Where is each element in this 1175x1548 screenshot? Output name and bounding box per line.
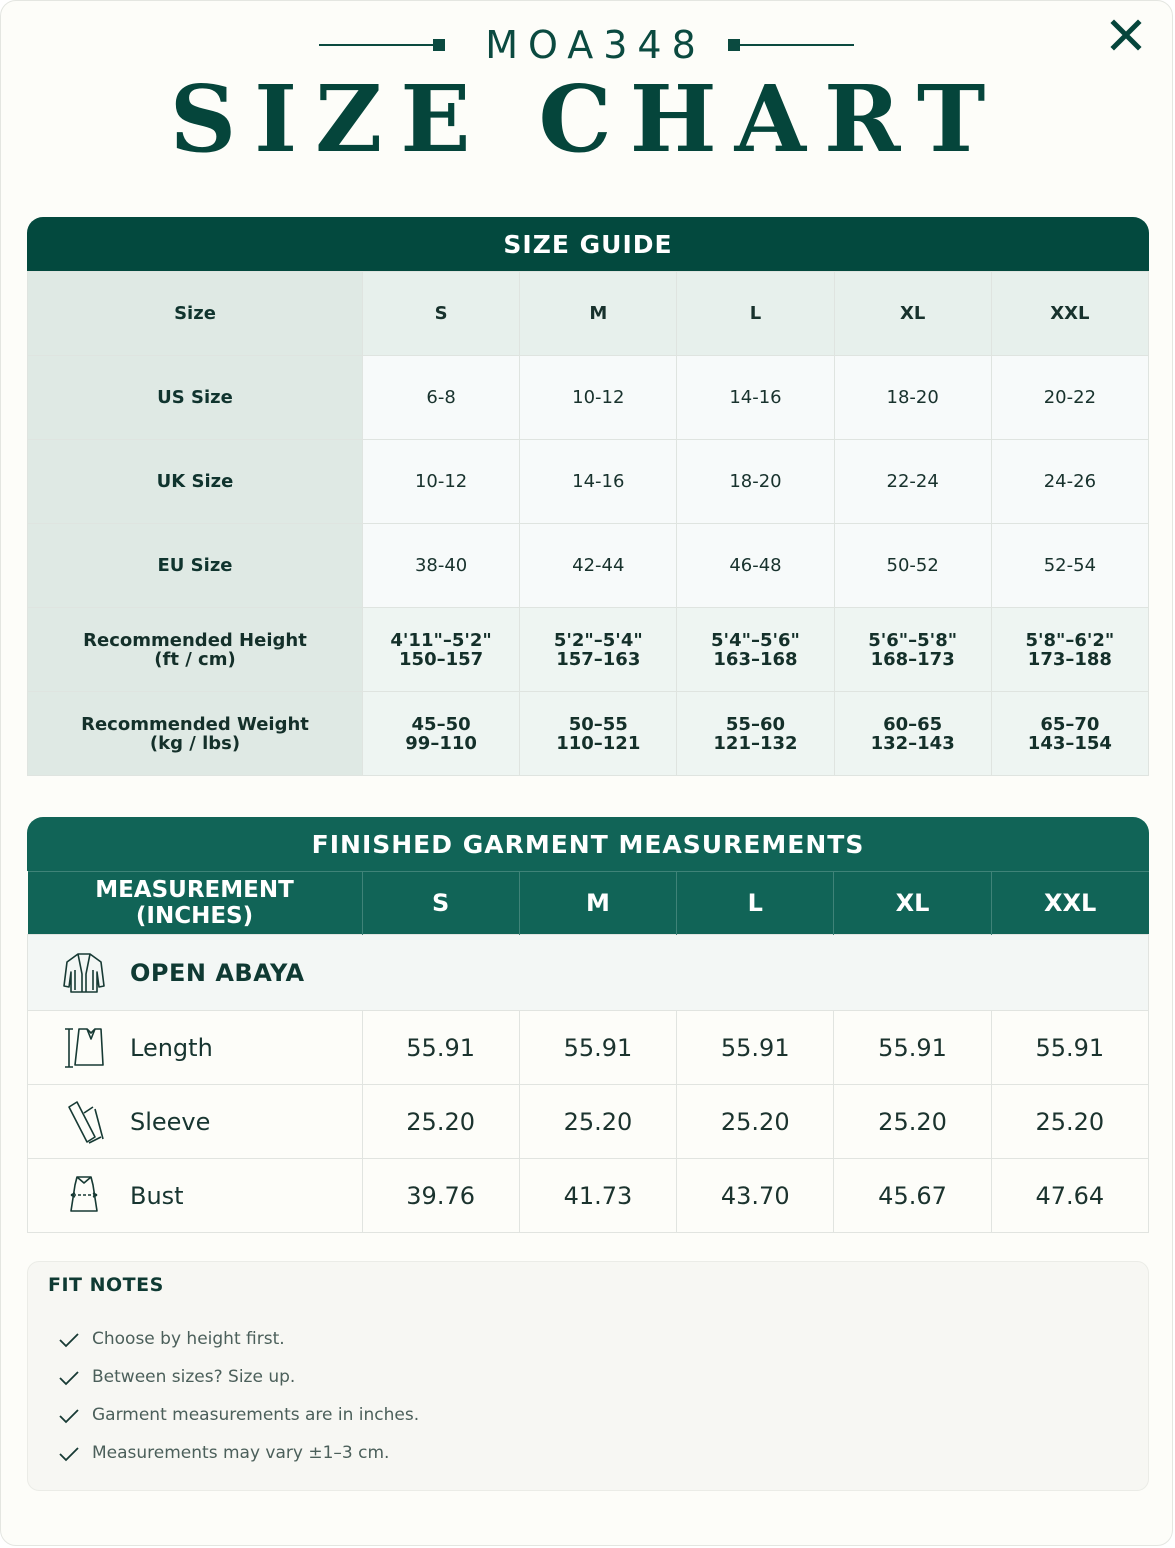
table-cell bbox=[834, 692, 991, 776]
table-cell: 14-16 bbox=[677, 356, 834, 440]
row-label-line: Recommended Weight bbox=[81, 713, 309, 735]
size-header-cell: M bbox=[520, 272, 677, 356]
measurement-value: 25.20 bbox=[991, 1085, 1148, 1159]
table-row bbox=[28, 524, 1149, 608]
size-header-cell: XXL bbox=[991, 872, 1148, 935]
page-title: SIZE CHART bbox=[169, 65, 1004, 173]
table-cell: 6-8 bbox=[363, 356, 520, 440]
size-guide-section bbox=[27, 217, 1149, 776]
row-label-unit: (ft / cm) bbox=[154, 648, 236, 670]
check-icon bbox=[56, 1326, 82, 1352]
table-cell: 20-22 bbox=[991, 356, 1148, 440]
table-cell bbox=[363, 608, 520, 692]
fit-note-text: Choose by height first. bbox=[92, 1329, 285, 1349]
table-cell: 18-20 bbox=[677, 440, 834, 524]
weight-lbs: 121–132 bbox=[713, 732, 798, 754]
ornament-line-right bbox=[740, 44, 854, 46]
measurement-value: 55.91 bbox=[519, 1011, 676, 1085]
group-cell bbox=[28, 935, 1149, 1011]
measurement-label-cell bbox=[28, 1159, 363, 1233]
height-ft: 5'8"–6'2" bbox=[1025, 629, 1115, 651]
row-label bbox=[28, 608, 363, 692]
row-label: EU Size bbox=[28, 524, 363, 608]
sleeve-icon bbox=[60, 1098, 108, 1146]
measurement-header bbox=[28, 872, 363, 935]
check-icon bbox=[56, 1440, 82, 1466]
table-cell bbox=[520, 608, 677, 692]
group-row bbox=[28, 935, 1149, 1011]
list-item bbox=[56, 1320, 419, 1358]
measurement-value: 41.73 bbox=[519, 1159, 676, 1233]
check-icon bbox=[56, 1402, 82, 1428]
table-cell bbox=[677, 692, 834, 776]
weight-kg: 50–55 bbox=[568, 713, 628, 735]
table-cell: 18-20 bbox=[834, 356, 991, 440]
table-row bbox=[28, 692, 1149, 776]
weight-kg: 60–65 bbox=[883, 713, 943, 735]
measurement-value: 25.20 bbox=[677, 1085, 834, 1159]
measurement-label-cell bbox=[28, 1011, 363, 1085]
table-cell: 10-12 bbox=[520, 356, 677, 440]
measurement-value: 55.91 bbox=[991, 1011, 1148, 1085]
measurement-header-line: MEASUREMENT bbox=[95, 877, 294, 903]
size-header-cell: L bbox=[677, 272, 834, 356]
measurement-label: Sleeve bbox=[130, 1107, 211, 1136]
height-ft: 5'6"–5'8" bbox=[868, 629, 958, 651]
measurement-value: 55.91 bbox=[362, 1011, 519, 1085]
table-cell bbox=[677, 608, 834, 692]
row-label-line: Recommended Height bbox=[83, 629, 307, 651]
size-header-cell: XL bbox=[834, 272, 991, 356]
list-item bbox=[56, 1434, 419, 1472]
size-header-cell: S bbox=[363, 272, 520, 356]
table-cell: 52-54 bbox=[991, 524, 1148, 608]
height-ft: 4'11"–5'2" bbox=[390, 629, 492, 651]
size-header-cell: L bbox=[677, 872, 834, 935]
table-row bbox=[28, 1159, 1149, 1233]
row-label: US Size bbox=[28, 356, 363, 440]
table-row bbox=[28, 1011, 1149, 1085]
weight-kg: 45–50 bbox=[411, 713, 471, 735]
table-cell bbox=[363, 692, 520, 776]
brand-header bbox=[1, 23, 1172, 67]
table-cell: 22-24 bbox=[834, 440, 991, 524]
height-cm: 150–157 bbox=[399, 648, 484, 670]
table-cell: 50-52 bbox=[834, 524, 991, 608]
fit-notes-title: FIT NOTES bbox=[48, 1274, 164, 1296]
height-ft: 5'4"–5'6" bbox=[711, 629, 800, 651]
measurement-value: 55.91 bbox=[834, 1011, 991, 1085]
height-cm: 163–168 bbox=[713, 648, 798, 670]
weight-lbs: 143–154 bbox=[1027, 732, 1112, 754]
size-header-cell: XL bbox=[834, 872, 991, 935]
table-cell: 14-16 bbox=[520, 440, 677, 524]
check-icon bbox=[56, 1364, 82, 1390]
table-header-row bbox=[28, 272, 1149, 356]
measurement-value: 25.20 bbox=[362, 1085, 519, 1159]
table-cell bbox=[991, 692, 1148, 776]
height-ft: 5'2"–5'4" bbox=[553, 629, 643, 651]
weight-lbs: 132–143 bbox=[870, 732, 955, 754]
table-cell bbox=[520, 692, 677, 776]
size-guide-table bbox=[27, 271, 1149, 776]
size-header-cell: M bbox=[519, 872, 676, 935]
measurement-label: Bust bbox=[130, 1181, 184, 1210]
ornament-line-left bbox=[319, 44, 433, 46]
row-label-unit: (kg / lbs) bbox=[149, 732, 241, 754]
measurement-value: 39.76 bbox=[362, 1159, 519, 1233]
measurement-value: 25.20 bbox=[834, 1085, 991, 1159]
group-label: OPEN ABAYA bbox=[130, 958, 305, 987]
table-row bbox=[28, 440, 1149, 524]
height-cm: 168–173 bbox=[870, 648, 955, 670]
fit-note-text: Garment measurements are in inches. bbox=[92, 1405, 420, 1425]
measurement-label-cell bbox=[28, 1085, 363, 1159]
brand-name: MOA348 bbox=[485, 23, 706, 67]
fit-note-text: Between sizes? Size up. bbox=[92, 1367, 296, 1387]
size-header-cell: XXL bbox=[991, 272, 1148, 356]
ornament-square-right bbox=[728, 39, 740, 51]
list-item bbox=[56, 1396, 419, 1434]
row-label: Size bbox=[28, 272, 363, 356]
measurements-heading: FINISHED GARMENT MEASUREMENTS bbox=[27, 817, 1149, 871]
table-cell bbox=[834, 608, 991, 692]
list-item bbox=[56, 1358, 419, 1396]
abaya-icon bbox=[60, 949, 108, 997]
measurements-table bbox=[27, 871, 1149, 1233]
row-label: UK Size bbox=[28, 440, 363, 524]
measurement-label: Length bbox=[130, 1033, 213, 1062]
measurement-value: 45.67 bbox=[834, 1159, 991, 1233]
row-label bbox=[28, 692, 363, 776]
measurement-value: 43.70 bbox=[677, 1159, 834, 1233]
garment-measurements-section bbox=[27, 817, 1149, 1233]
measurement-value: 55.91 bbox=[677, 1011, 834, 1085]
table-cell: 38-40 bbox=[363, 524, 520, 608]
table-row bbox=[28, 1085, 1149, 1159]
table-cell: 24-26 bbox=[991, 440, 1148, 524]
size-guide-heading: SIZE GUIDE bbox=[27, 217, 1149, 271]
measurement-value: 47.64 bbox=[991, 1159, 1148, 1233]
table-cell bbox=[991, 608, 1148, 692]
weight-lbs: 110–121 bbox=[556, 732, 641, 754]
measurement-value: 25.20 bbox=[519, 1085, 676, 1159]
height-cm: 157–163 bbox=[556, 648, 641, 670]
fit-notes-panel bbox=[27, 1261, 1149, 1491]
bust-icon bbox=[60, 1172, 108, 1220]
table-row bbox=[28, 608, 1149, 692]
ornament-square-left bbox=[433, 39, 445, 51]
weight-kg: 55–60 bbox=[725, 713, 786, 735]
fit-notes-list bbox=[56, 1320, 419, 1472]
table-header-row bbox=[28, 872, 1149, 935]
fit-note-text: Measurements may vary ±1–3 cm. bbox=[92, 1443, 390, 1463]
length-icon bbox=[60, 1024, 108, 1072]
weight-kg: 65–70 bbox=[1040, 713, 1100, 735]
table-cell: 46-48 bbox=[677, 524, 834, 608]
table-cell: 10-12 bbox=[363, 440, 520, 524]
size-header-cell: S bbox=[362, 872, 519, 935]
height-cm: 173–188 bbox=[1027, 648, 1112, 670]
weight-lbs: 99–110 bbox=[405, 732, 477, 754]
measurement-header-unit: (INCHES) bbox=[135, 903, 254, 929]
table-cell: 42-44 bbox=[520, 524, 677, 608]
table-row bbox=[28, 356, 1149, 440]
